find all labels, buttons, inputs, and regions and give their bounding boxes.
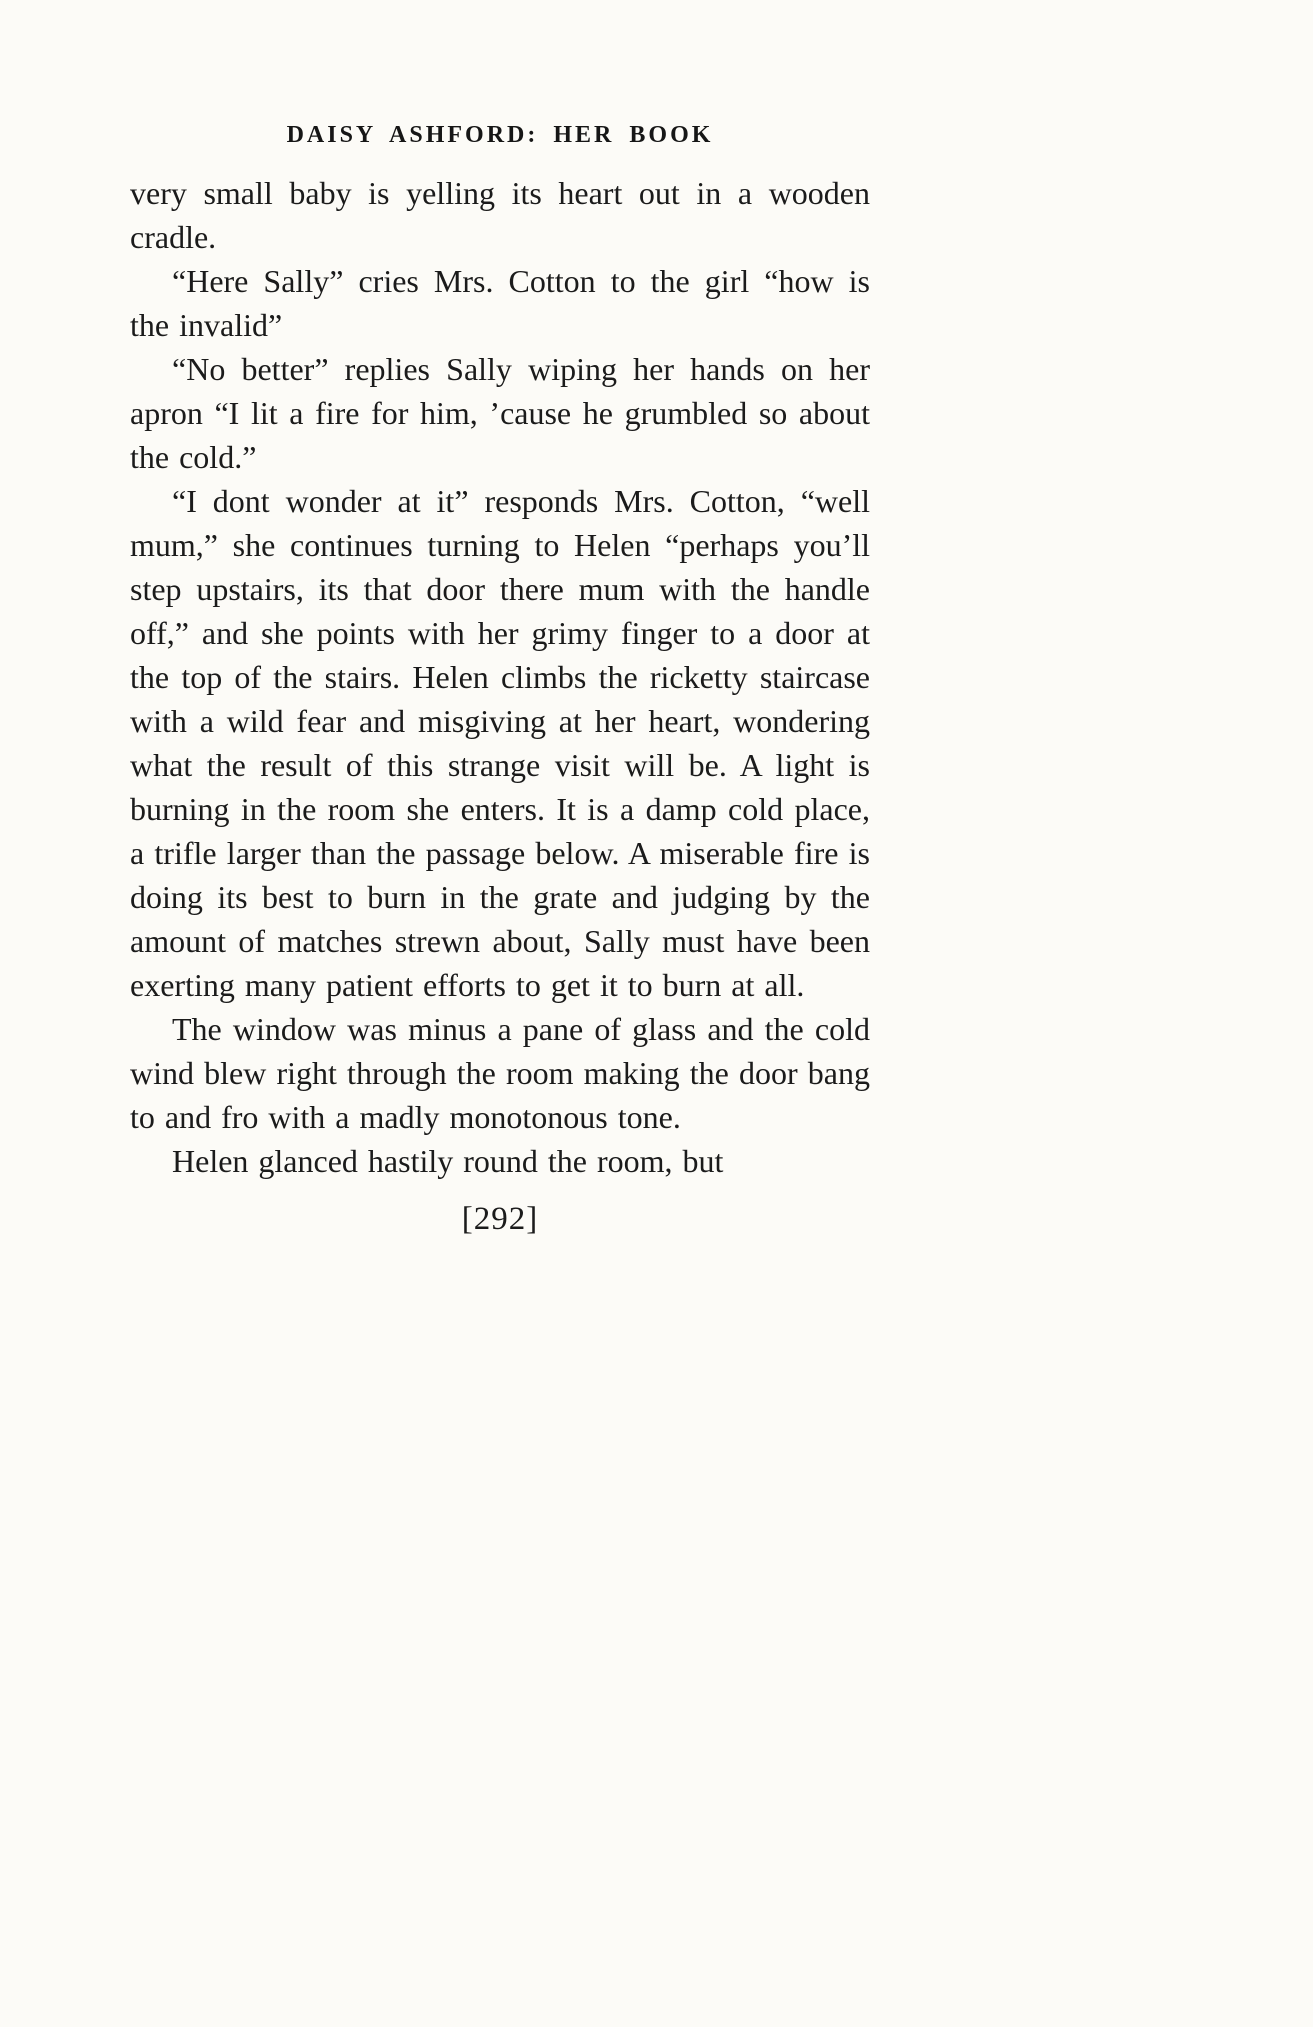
text-block: [130, 122, 870, 1238]
paragraph: The window was minus a pane of glass and the cold wind blew right through the room making the door bang to and fro with a madly monotonous tone.: [130, 1011, 870, 1135]
paragraph: very small baby is yelling its heart out in a wooden cradle.: [130, 175, 870, 255]
paragraph: Helen glanced hastily round the room, but: [172, 1143, 724, 1179]
paragraph: “No better” replies Sally wiping her hands on her apron “I lit a fire for him, ’cause he grumbled so about the cold.”: [130, 351, 870, 475]
paragraph: “Here Sally” cries Mrs. Cotton to the girl “how is the invalid”: [130, 263, 870, 343]
paragraph: “I dont wonder at it” responds Mrs. Cotton, “well mum,” she continues turning to Helen “perhaps you’ll step upstairs, its that door there mum with the handle off,” and she points with her grimy finger to a door at the top of the stairs. Helen climbs the ricketty staircase with a wild fear and misgiving at her heart, wondering what the result of this strange visit will be. A light is burning in the room she enters. It is a damp cold place, a trifle larger than the passage below. A miserable fire is doing its best to burn in the grate and judging by the amount of matches strewn about, Sally must have been exerting many patient efforts to get it to burn at all.: [130, 483, 870, 1003]
page-number: [292]: [461, 1201, 539, 1237]
running-header: DAISY ASHFORD: HER BOOK: [286, 122, 714, 148]
